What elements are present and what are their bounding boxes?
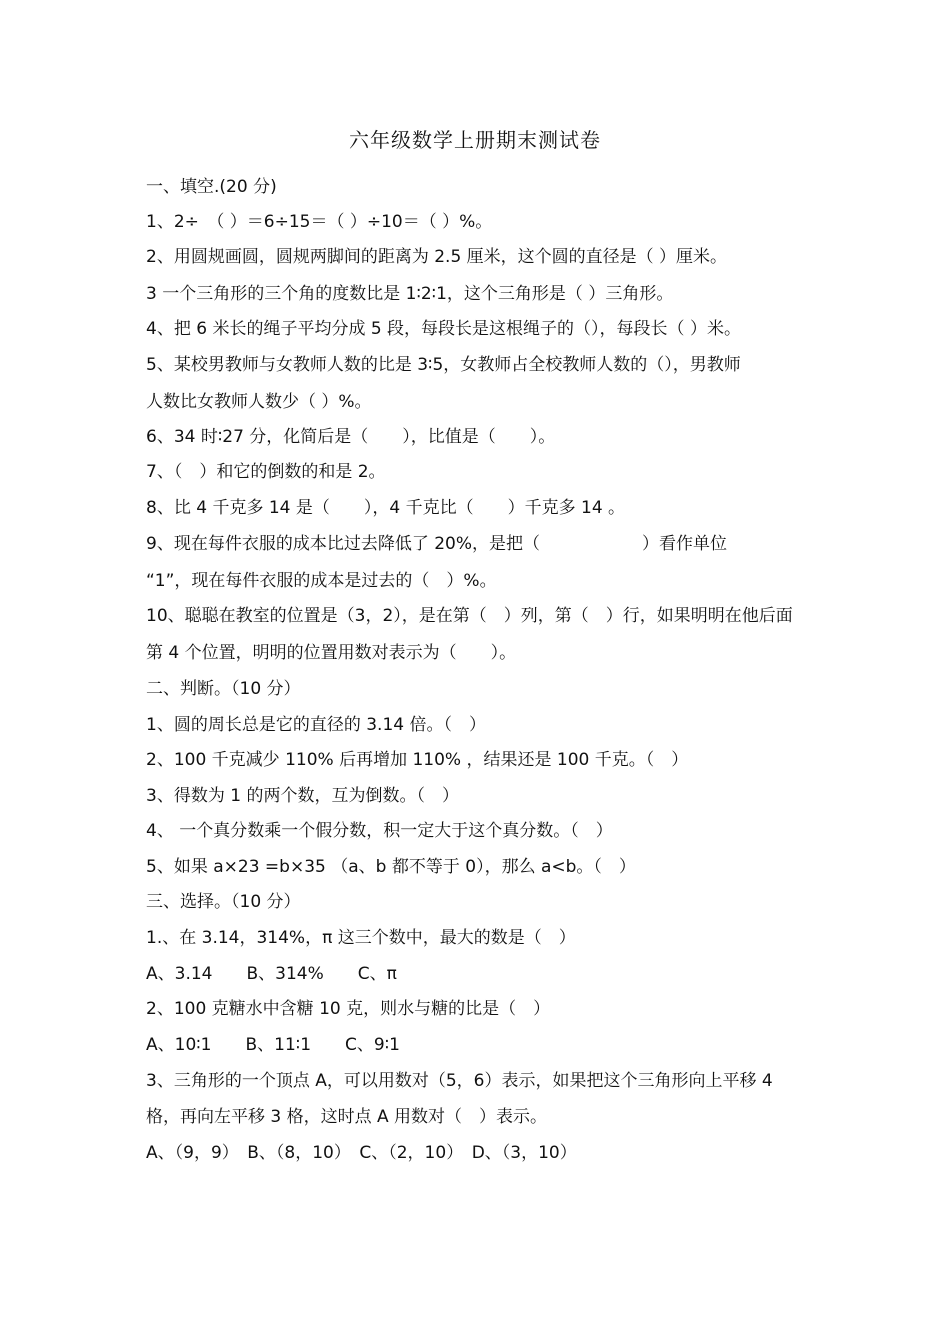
page-title: 六年级数学上册期末测试卷 [349,128,601,152]
text-line: “1”，现在每件衣服的成本是过去的（ ）%。 [146,571,497,591]
text-line: 1、2÷ （ ）＝6÷15＝（ ）÷10＝（ ）%。 [146,212,493,232]
text-line: 人数比女教师人数少（ ）%。 [146,392,372,412]
text-line: 1.、在 3.14，314%，π 这三个数中，最大的数是（ ） [146,928,576,948]
text-line: 2、用圆规画圆，圆规两脚间的距离为 2.5 厘米，这个圆的直径是（ ）厘米。 [146,247,728,267]
text-line: 7、（ ）和它的倒数的和是 2。 [146,462,386,482]
text-line: 1、圆的周长总是它的直径的 3.14 倍。（ ） [146,715,486,735]
text-line: 8、比 4 千克多 14 是（ ），4 千克比（ ）千克多 14 。 [146,498,626,518]
text-line: A、10∶1 B、11∶1 C、9∶1 [146,1035,400,1055]
text-line: 2、100 克糖水中含糖 10 克，则水与糖的比是（ ） [146,999,551,1019]
text-line: 三、选择。（10 分） [146,892,301,912]
text-line: 2、100 千克减少 110% 后再增加 110% ，结果还是 100 千克。（ ） [146,750,689,770]
text-line: 一、填空.(20 分) [146,177,277,197]
text-line: 3、得数为 1 的两个数，互为倒数。（ ） [146,786,459,806]
text-line: 3、三角形的一个顶点 A，可以用数对（5，6）表示，如果把这个三角形向上平移 4 [146,1071,773,1091]
text-line: 4、 一个真分数乘一个假分数，积一定大于这个真分数。（ ） [146,821,613,841]
text-line: 5、如果 a×23 =b×35 （a、b 都不等于 0），那么 a<b。（ ） [146,857,636,877]
text-line: 9、现在每件衣服的成本比过去降低了 20%，是把（ ）看作单位 [146,534,728,554]
text-line: 6、34 时∶27 分，化简后是（ ），比值是（ ）。 [146,427,556,447]
text-line: 4、把 6 米长的绳子平均分成 5 段，每段长是这根绳子的（），每段长（ ）米。 [146,319,741,339]
text-line: A、3.14 B、314% C、π [146,964,397,984]
text-line: 第 4 个位置，明明的位置用数对表示为（ ）。 [146,643,517,663]
text-line: 二、判断。（10 分） [146,679,301,699]
text-line: A、（9，9） B、（8，10） C、（2，10） D、（3，10） [146,1143,577,1163]
text-line: 10、聪聪在教室的位置是（3，2），是在第（ ）列，第（ ）行，如果明明在他后面 [146,606,793,626]
text-line: 格，再向左平移 3 格，这时点 A 用数对（ ）表示。 [146,1107,548,1127]
text-line: 3 一个三角形的三个角的度数比是 1∶2∶1，这个三角形是（ ）三角形。 [146,284,674,304]
text-line: 5、某校男教师与女教师人数的比是 3∶5，女教师占全校教师人数的（），男教师 [146,355,741,375]
